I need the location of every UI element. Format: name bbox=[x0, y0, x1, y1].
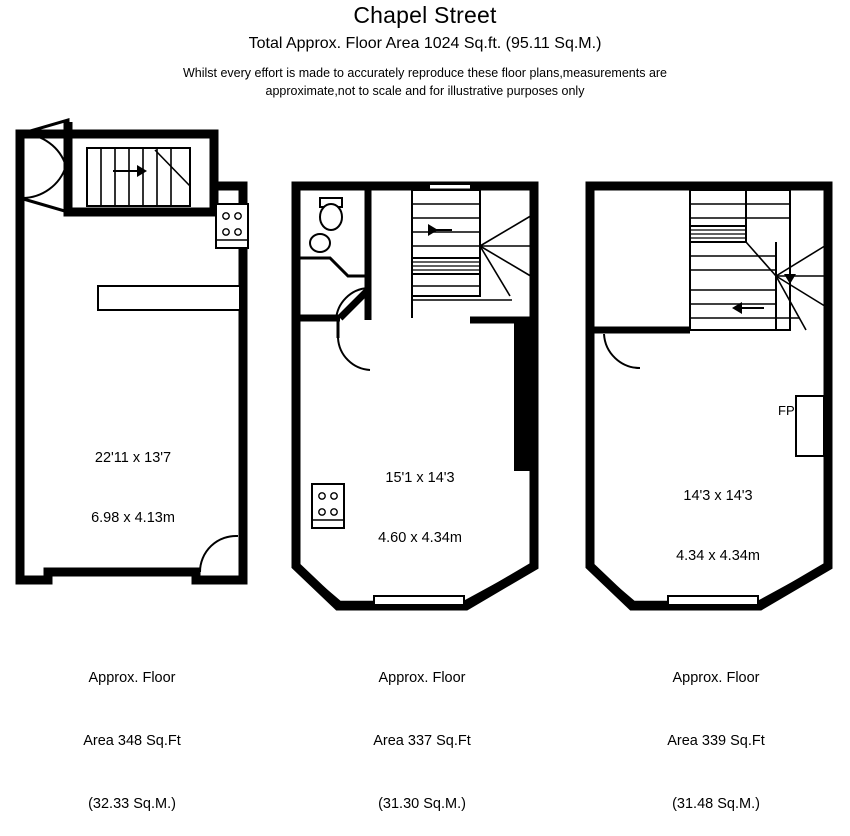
floor-2-door-arc-landing bbox=[338, 338, 370, 370]
floor-1-cooker bbox=[216, 204, 248, 248]
floor-2-dimensions-metric: 4.60 x 4.34m bbox=[378, 530, 462, 546]
floor-1-footer-line-3: (32.33 Sq.M.) bbox=[88, 796, 176, 812]
page-title: Chapel Street bbox=[353, 2, 497, 28]
disclaimer-line-1: Whilst every effort is made to accurately reproduce these floor plans,measurements are bbox=[182, 66, 668, 80]
floor-1-staircase bbox=[87, 148, 190, 206]
floor-2-chimney-wall bbox=[515, 320, 534, 470]
floor-2-footer-line-1: Approx. Floor bbox=[378, 670, 466, 686]
floor-1-footer-line-2: Area 348 Sq.Ft bbox=[83, 733, 181, 749]
floor-2-footer-line-3: (31.30 Sq.M.) bbox=[378, 796, 466, 812]
total-area-subtitle: Total Approx. Floor Area 1024 Sq.ft. (95.11 Sq.M.) bbox=[248, 35, 602, 52]
floor-3-footer-line-2: Area 339 Sq.Ft bbox=[667, 733, 765, 749]
floor-2-toilet bbox=[320, 198, 342, 230]
floor-1-counter bbox=[98, 286, 240, 310]
floor-2-staircase bbox=[412, 190, 534, 318]
floor-2-bathroom-wall-angled bbox=[340, 290, 368, 318]
floor-1-dimensions-imperial: 22'11 x 13'7 bbox=[94, 450, 172, 466]
floor-3-staircase bbox=[690, 190, 828, 330]
floor-2-basin bbox=[310, 234, 330, 252]
floor-1-door-arc-bottom bbox=[22, 166, 66, 198]
floor-3-dimensions-metric: 4.34 x 4.34m bbox=[676, 548, 760, 564]
floor-3-fireplace-label: FP bbox=[778, 403, 795, 418]
floor-2-bathroom-divider bbox=[296, 258, 368, 276]
floor-2-dimensions-imperial: 15'1 x 14'3 bbox=[385, 470, 455, 486]
floor-1-door-arc-top bbox=[22, 134, 66, 166]
floor-3-dimensions-imperial: 14'3 x 14'3 bbox=[683, 488, 753, 504]
floor-3-footer-line-1: Approx. Floor bbox=[672, 670, 760, 686]
floor-1-footer-line-1: Approx. Floor bbox=[88, 670, 176, 686]
floor-3-door-arc bbox=[604, 334, 640, 368]
disclaimer-line-2: approximate,not to scale and for illustrative purposes only bbox=[265, 84, 585, 98]
floor-1-dimensions-metric: 6.98 x 4.13m bbox=[91, 510, 175, 526]
floor-3-footer-line-3: (31.48 Sq.M.) bbox=[672, 796, 760, 812]
floor-2-footer-line-2: Area 337 Sq.Ft bbox=[373, 733, 471, 749]
